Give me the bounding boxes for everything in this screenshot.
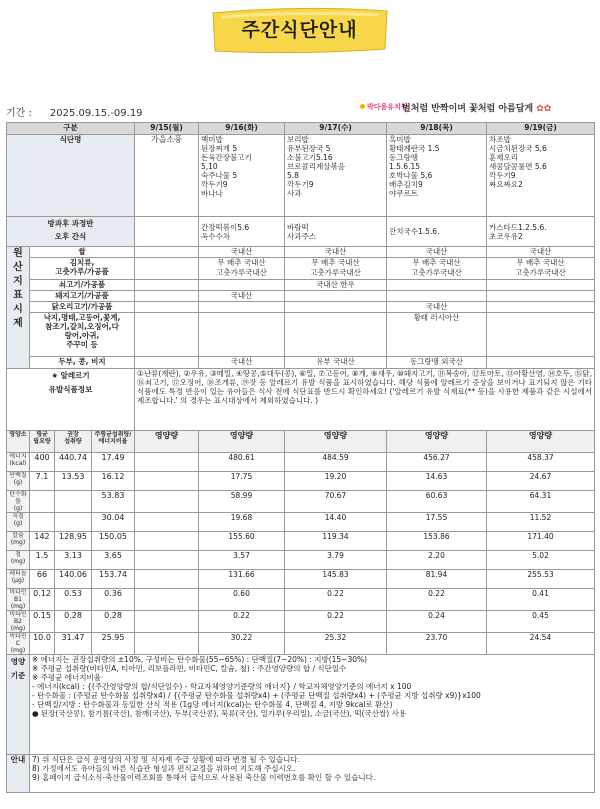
origin-value <box>135 291 199 302</box>
menu-cell <box>199 135 285 217</box>
nutrient-value <box>135 453 199 472</box>
nutrient-header: 영양량 <box>285 431 387 453</box>
text-line: ※ 주평균 에너지비율 <box>32 673 102 682</box>
text-line: 깍두기9 <box>201 180 228 189</box>
nutrient-rec: 0.28 <box>55 611 92 633</box>
origin-value: 국내산 <box>487 247 595 258</box>
nutrient-value: 30.22 <box>199 633 285 655</box>
nutrient-avg <box>30 491 55 513</box>
nutrient-value: 119.34 <box>285 532 387 551</box>
text-line: 백미밥 <box>201 135 223 144</box>
nutrient-value: 60.63 <box>387 491 487 513</box>
period <box>6 104 143 119</box>
slogan <box>402 101 551 114</box>
nutrient-value: 456.27 <box>387 453 487 472</box>
nutrient-rec <box>55 513 92 532</box>
nutrient-week: 25.95 <box>92 633 135 655</box>
header-label: 구분 <box>7 123 135 135</box>
nutrient-week: 53.83 <box>92 491 135 513</box>
nutrient-header: 영양량 <box>387 431 487 453</box>
day-header: 9/19(금) <box>487 123 595 135</box>
nutrient-avg: 66 <box>30 570 55 589</box>
nutrient-rec: 140.06 <box>55 570 92 589</box>
text-line: 보리밥 <box>287 135 309 144</box>
nutrient-value: 0.45 <box>487 611 595 633</box>
text-line: ● 된장(국산콩), 참기름(국산), 참깨(국산), 두부(국산콩), 묵류(국산), 밀가루(우리밀), 소금(국산), 떡(국산쌀) 사용 <box>32 709 407 718</box>
nutrient-value: 155.60 <box>199 532 285 551</box>
origin-value <box>135 258 199 280</box>
nutrient-name: 레티놀(μg) <box>7 570 30 589</box>
origin-value: 황태 러시아산 <box>387 313 487 357</box>
nutrient-value: 458.37 <box>487 453 595 472</box>
nutrient-value: 25.32 <box>285 633 387 655</box>
nutrient-rec: 13.53 <box>55 472 92 491</box>
nutrient-value: 480.61 <box>199 453 285 472</box>
text-line: 9) 홈페이지 급식소식-축산물이력조회를 통해서 급식으로 사용된 축산물 이력번호를 확인 할 수 있습니다. <box>32 773 376 782</box>
standard-label-2: 기준 <box>10 671 26 680</box>
nutrient-header: 권장 섭취량 <box>55 431 92 453</box>
nutrient-header: 영양소 <box>7 431 30 453</box>
text-line: 소불고기5.16 <box>287 153 333 162</box>
nutrient-value: 131.66 <box>199 570 285 589</box>
snack-label-2: 오후 간식 <box>54 232 87 241</box>
nutrient-avg: 1.5 <box>30 551 55 570</box>
nutrient-value: 17.75 <box>199 472 285 491</box>
origin-value: 국내산 <box>199 357 285 369</box>
snack-cell <box>285 217 387 247</box>
origin-value: 국내산 <box>285 247 387 258</box>
text-line: 배추김치9 <box>389 180 423 189</box>
text-line: 간장떡볶이5.6 <box>201 222 250 232</box>
nutrient-value: 19.68 <box>199 513 285 532</box>
origin-value <box>487 313 595 357</box>
allergen-label-1: ★ 알레르기 <box>51 371 90 380</box>
origin-value <box>135 280 199 291</box>
nutrient-name: 비타민B2 (mg) <box>7 611 30 633</box>
origin-label-1: 원산지 <box>13 248 23 287</box>
nutrient-value: 81.94 <box>387 570 487 589</box>
nutrient-name: 지질(g) <box>7 513 30 532</box>
origin-label-2: 표시제 <box>13 290 23 329</box>
text-line: 시금치된장국 5,6 <box>489 144 547 153</box>
origin-value <box>387 280 487 291</box>
text-line: 카스타드1.2.5.6. <box>489 222 547 232</box>
text-line: 옥수수차 <box>201 231 230 241</box>
nutrient-week: 17.49 <box>92 453 135 472</box>
nutrient-rec: 0.53 <box>55 589 92 611</box>
origin-value <box>487 302 595 313</box>
text-line: 짜요짜요2 <box>489 180 523 189</box>
origin-item: 쌀 <box>30 247 135 258</box>
day-header: 9/15(월) <box>135 123 199 135</box>
logo-icon <box>360 104 365 109</box>
nutrient-avg: 7.1 <box>30 472 55 491</box>
text-line: ※ 주평균 섭취량(비타민A, 티아민, 리보플라빈, 비타민C, 칼슘, 철) : 주간영양량의 합 / 식단일수 <box>32 664 347 673</box>
guide-notes <box>30 755 595 793</box>
origin-value <box>487 291 595 302</box>
nutrient-value: 64.31 <box>487 491 595 513</box>
nutrient-value: 14.40 <box>285 513 387 532</box>
nutrient-week: 30.04 <box>92 513 135 532</box>
nutrient-rec <box>55 491 92 513</box>
snack-cell <box>487 217 595 247</box>
nutrient-week: 16.12 <box>92 472 135 491</box>
nutrient-value: 17.55 <box>387 513 487 532</box>
text-line: 5.8 <box>287 171 299 180</box>
nutrient-week: 153.74 <box>92 570 135 589</box>
nutrient-value: 3.79 <box>285 551 387 570</box>
origin-value <box>285 302 387 313</box>
text-line: 5,10 <box>201 162 218 171</box>
nutrient-value: 484.59 <box>285 453 387 472</box>
nutrient-value: 145.83 <box>285 570 387 589</box>
menu-cell <box>135 135 199 217</box>
origin-value <box>199 280 285 291</box>
nutrient-header: 평균 필요량 <box>30 431 55 453</box>
origin-value: 무 배추 국내산 고춧가루국내산 <box>199 258 285 280</box>
flower-icon: ✿✿ <box>536 104 552 114</box>
origin-value <box>135 357 199 369</box>
nutrient-value: 19.20 <box>285 472 387 491</box>
text-line: 황태계란국 1.5 <box>389 144 440 153</box>
text-line: 브로콜리계살볶음 <box>287 162 345 171</box>
origin-value <box>487 280 595 291</box>
text-line: 바나나 <box>201 189 223 198</box>
day-header: 9/18(목) <box>387 123 487 135</box>
text-line: ※ 에너지는 권장섭취량의 ±10%, 구성비는 탄수화물(55~65%) : 단백질(7~20%) : 지방(15~30%) <box>32 655 368 664</box>
origin-item: 닭오리고기/가공품 <box>30 302 135 313</box>
text-line: 8) 가정에서도 유아들의 바른 식습관 형성과 편식교정을 위하여 지도해 주십시오. <box>32 764 296 773</box>
text-line: 가을소풍 <box>151 135 182 144</box>
day-header: 9/17(수) <box>285 123 387 135</box>
origin-value <box>135 313 199 357</box>
title-banner <box>207 5 392 57</box>
day-header: 9/16(화) <box>199 123 285 135</box>
origin-item: 돼지고기/가공품 <box>30 291 135 302</box>
nutrient-rec: 31.47 <box>55 633 92 655</box>
text-line: 깍두기9 <box>287 180 314 189</box>
standard-label <box>7 655 30 755</box>
nutrient-value <box>135 570 199 589</box>
nutrient-value: 0.60 <box>199 589 285 611</box>
origin-value <box>135 302 199 313</box>
text-line: 흑미밥 <box>389 135 411 144</box>
origin-item: 김치류, 고춧가루/가공품 <box>30 258 135 280</box>
text-line: 야쿠르트 <box>389 189 418 198</box>
nutrient-value <box>135 611 199 633</box>
nutrient-header: 주평균섭취량/ 에너지비율 <box>92 431 135 453</box>
nutrient-value: 11.52 <box>487 513 595 532</box>
snack-cell <box>387 217 487 247</box>
nutrient-week: 0.36 <box>92 589 135 611</box>
nutrient-value <box>135 633 199 655</box>
menu-label: 식단명 <box>7 135 135 217</box>
snack-cell <box>199 217 285 247</box>
nutrient-header: 영양량 <box>135 431 199 453</box>
nutrient-avg: 10.0 <box>30 633 55 655</box>
text-line: 돈육간장불고기 <box>201 153 252 162</box>
text-line: 새콤달콤룰면 5.6 <box>489 162 547 171</box>
nutrient-value <box>135 472 199 491</box>
period-label: 기간 : <box>6 108 32 119</box>
nutrient-value <box>135 513 199 532</box>
origin-value: 국내산 한우 <box>285 280 387 291</box>
nutrient-value: 153.86 <box>387 532 487 551</box>
nutrient-name: 비타민C (mg) <box>7 633 30 655</box>
text-line: 된장찌개 5 <box>201 144 238 153</box>
text-line: 7) 위 식단은 급식 운영상의 사정 및 식자재 수급 상황에 따라 변경 될 수 있습니다. <box>32 755 301 764</box>
origin-value <box>199 302 285 313</box>
text-line: 초코우유2 <box>489 231 523 241</box>
origin-value <box>135 247 199 258</box>
nutrient-avg: 142 <box>30 532 55 551</box>
nutrient-name: 단백질(g) <box>7 472 30 491</box>
nutrient-value: 171.40 <box>487 532 595 551</box>
allergen-label-2: 유발식품정보 <box>48 385 93 394</box>
text-line: 깍두기9 <box>489 171 516 180</box>
nutrient-week: 150.05 <box>92 532 135 551</box>
menu-cell <box>487 135 595 217</box>
menu-cell <box>387 135 487 217</box>
allergen-label <box>7 369 135 431</box>
text-line: - 에너지(kcal) : {(주간영양량의 합/식단일수) - 학교자체영양기준량의 에너지} / 학교자체영양기준의 에너지 x 100 <box>32 682 412 691</box>
nutrient-name: 에너지 (kcal) <box>7 453 30 472</box>
nutrient-value: 5.02 <box>487 551 595 570</box>
nutrient-name: 철(mg) <box>7 551 30 570</box>
text-line: 동그랑땡 <box>389 153 418 162</box>
snack-cell <box>135 217 199 247</box>
nutrient-value: 14.63 <box>387 472 487 491</box>
nutrient-name: 칼슘(mg) <box>7 532 30 551</box>
nutrient-value: 0.22 <box>285 589 387 611</box>
text-line: 바람떡 <box>287 222 309 232</box>
nutrient-value: 3.57 <box>199 551 285 570</box>
slogan-text: 별처럼 반짝이며 꽃처럼 아름답게 <box>402 104 534 114</box>
standard-label-1: 영양 <box>10 657 26 666</box>
nutrient-header: 영양량 <box>199 431 285 453</box>
nutrient-value: 0.24 <box>387 611 487 633</box>
text-line: - 탄수화물 : (주평균 탄수화물 섭취량x4) / {(주평균 탄수화물 섭취량x4) + (주평균 단백질 섭취량x4) + (주평균 지방 섭취량 x9)}x100 <box>32 691 481 700</box>
origin-value: 국내산 <box>199 291 285 302</box>
nutrient-rec: 128.95 <box>55 532 92 551</box>
nutrient-avg <box>30 513 55 532</box>
text-line: 숙주나물 5 <box>201 171 238 180</box>
origin-value: 국내산 <box>199 247 285 258</box>
nutrient-week: 3.65 <box>92 551 135 570</box>
nutrient-value: 255.53 <box>487 570 595 589</box>
origin-label <box>7 247 30 369</box>
text-line: 호박나물 5,6 <box>389 171 433 180</box>
text-line: 사과주스 <box>287 231 316 241</box>
nutrient-avg: 0.15 <box>30 611 55 633</box>
nutrient-value: 24.54 <box>487 633 595 655</box>
nutrient-rec: 3.13 <box>55 551 92 570</box>
nutrient-value <box>135 551 199 570</box>
origin-value <box>387 291 487 302</box>
nutrient-value: 23.70 <box>387 633 487 655</box>
nutrient-avg: 400 <box>30 453 55 472</box>
text-line: - 단백질/지방 : 탄수화물과 동일한 산식 적용 (1g당 에너지(kcal)는 탄수화물 4, 단백질 4, 지방 9kcal로 환산) <box>32 700 393 709</box>
nutrient-value <box>135 589 199 611</box>
nutrient-value: 0.22 <box>387 589 487 611</box>
origin-item: 두부, 콩, 비지 <box>30 357 135 369</box>
origin-value <box>285 313 387 357</box>
nutrient-value: 0.22 <box>285 611 387 633</box>
text-line: 잔치국수1.5.6. <box>389 227 440 236</box>
kindergarten-logo <box>360 102 408 112</box>
nutrient-rec: 440.74 <box>55 453 92 472</box>
menu-cell <box>285 135 387 217</box>
nutrient-avg: 0.12 <box>30 589 55 611</box>
meal-plan-table <box>6 122 595 793</box>
nutrient-week: 0.28 <box>92 611 135 633</box>
nutrient-value: 58.99 <box>199 491 285 513</box>
allergen-text: ①난류(계란), ②우유, ③메밀, ④땅콩,⑤대두(콩), ⑥밀, ⑦고등어, ⑧게, ⑨새우, ⑩돼지고기, ⑪복숭아, ⑫토마토, ⑬아황산염, ⑭호두, ⑮닭, ⑯쇠고기, ⑰오징어, ⑱조개류, ⑲잣 등 알레르기 유발 식품을 표시하였습니다. 해당 식품에 알레르기 증상을 보이거나 표기되지 않은 기타 식품에도 특정 반응이 있는 유아들은 식사 전에 식단표를 반드시 확인하세요! ('알레르기 유발 식재료(** 등)을 사용한 제품과 같은 시설에서 제조합니다.' 의 경우는 표시대상에서 제외하였습니다. ) <box>135 369 595 431</box>
snack-label <box>7 217 135 247</box>
nutrient-name: 탄수화물 (g) <box>7 491 30 513</box>
page-title: 주간식단안내 <box>241 19 358 41</box>
origin-value: 국내산 <box>387 247 487 258</box>
origin-value <box>199 313 285 357</box>
origin-value <box>487 357 595 369</box>
nutrient-value: 2.20 <box>387 551 487 570</box>
origin-item: 쇠고기/가공품 <box>30 280 135 291</box>
logo-text: 박다움유치원 <box>367 103 408 111</box>
origin-value: 무 배추 국내산 고춧가루국내산 <box>285 258 387 280</box>
standard-notes <box>30 655 595 755</box>
nutrient-header: 영양량 <box>487 431 595 453</box>
text-line: 유부된장국 5 <box>287 144 331 153</box>
origin-value: 국내산 <box>387 302 487 313</box>
origin-value: 무 배추 국내산 고춧가루국내산 <box>487 258 595 280</box>
nutrient-value <box>135 491 199 513</box>
snack-label-1: 방과후 과정반 <box>47 219 94 228</box>
origin-item: 낙지,명태,고등어,꽃게, 참조기,갈치,오징어,다 랑어,아귀, 주꾸미 등 <box>30 313 135 357</box>
nutrient-value: 70.67 <box>285 491 387 513</box>
origin-value: 동그랑땡 외국산 <box>387 357 487 369</box>
text-line: 차조밥 <box>489 135 511 144</box>
origin-value <box>285 291 387 302</box>
period-value: 2025.09.15.-09.19 <box>49 108 143 119</box>
text-line: 1.5.6.15 <box>389 162 421 171</box>
nutrient-value: 0.41 <box>487 589 595 611</box>
origin-value: 무 배추 국내산 고춧가루국내산 <box>387 258 487 280</box>
nutrient-value <box>135 532 199 551</box>
nutrient-value: 24.67 <box>487 472 595 491</box>
text-line: 훈제오리 <box>489 153 518 162</box>
nutrient-name: 비타민B1 (mg) <box>7 589 30 611</box>
nutrient-value: 0.22 <box>199 611 285 633</box>
guide-label: 안내 <box>7 755 30 793</box>
origin-value: 유부 국내산 <box>285 357 387 369</box>
text-line: 사과 <box>287 189 302 198</box>
